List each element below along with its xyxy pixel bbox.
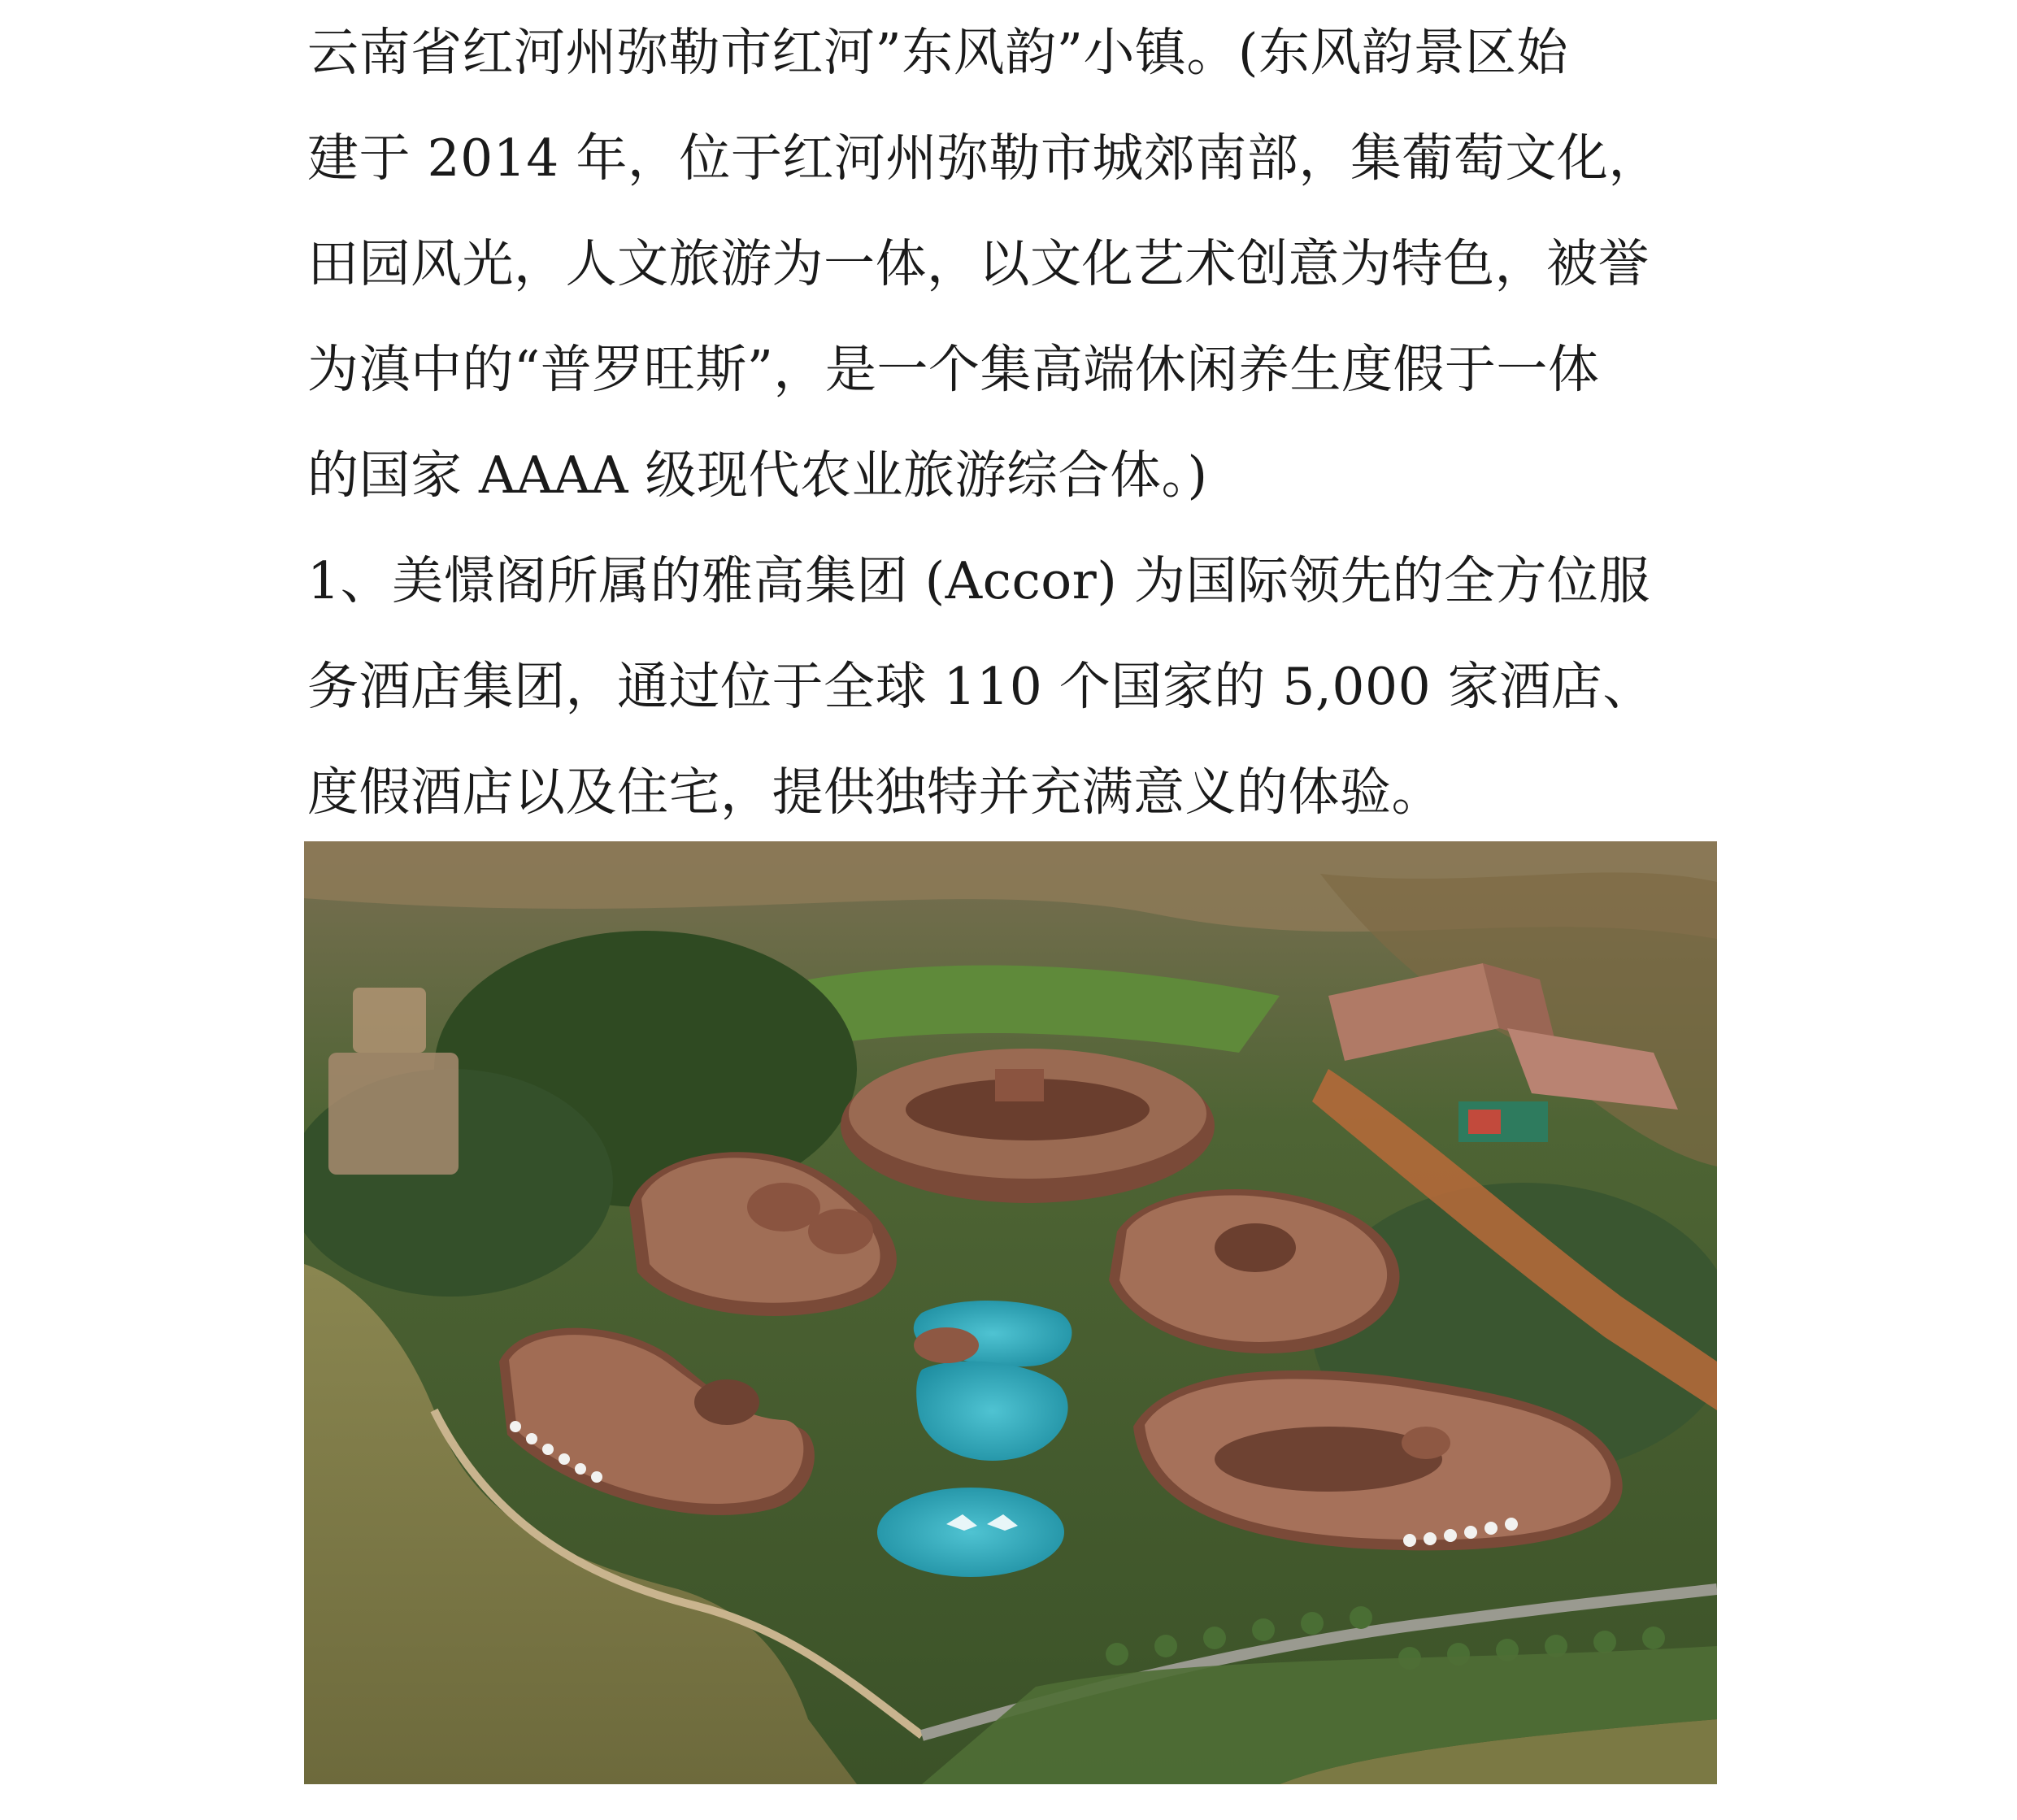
paragraph-2-line-3: 度假酒店以及住宅，提供独特并充满意义的体验。 <box>307 762 1443 822</box>
paragraph-1-line-1: 云南省红河州弥勒市红河”东风韵”小镇。(东风韵景区始 <box>307 23 1568 82</box>
paragraph-1-line-3: 田园风光，人文旅游为一体，以文化艺术创意为特色，被誉 <box>307 234 1650 293</box>
paragraph-1-line-4: 为滇中的“普罗旺斯”，是一个集高端休闲养生度假于一体 <box>307 340 1600 399</box>
pool-lower <box>877 1488 1064 1577</box>
main-building <box>841 1049 1215 1203</box>
article-text <box>307 0 1722 845</box>
aerial-photo-resort <box>304 841 1717 1784</box>
paragraph-1-line-2: 建于 2014 年，位于红河州弥勒市城郊南部，集葡萄文化， <box>307 128 1660 188</box>
paragraph-2-line-2: 务酒店集团，通过位于全球 110 个国家的 5,000 家酒店、 <box>307 657 1654 716</box>
paragraph-2-line-1: 1、美憬阁所属的雅高集团 (Accor) 为国际领先的全方位服 <box>307 551 1650 610</box>
aerial-photo-illustration <box>304 841 1717 1784</box>
paragraph-1-line-5: 的国家 AAAA 级现代农业旅游综合体。) <box>307 445 1208 505</box>
village <box>328 1053 459 1175</box>
